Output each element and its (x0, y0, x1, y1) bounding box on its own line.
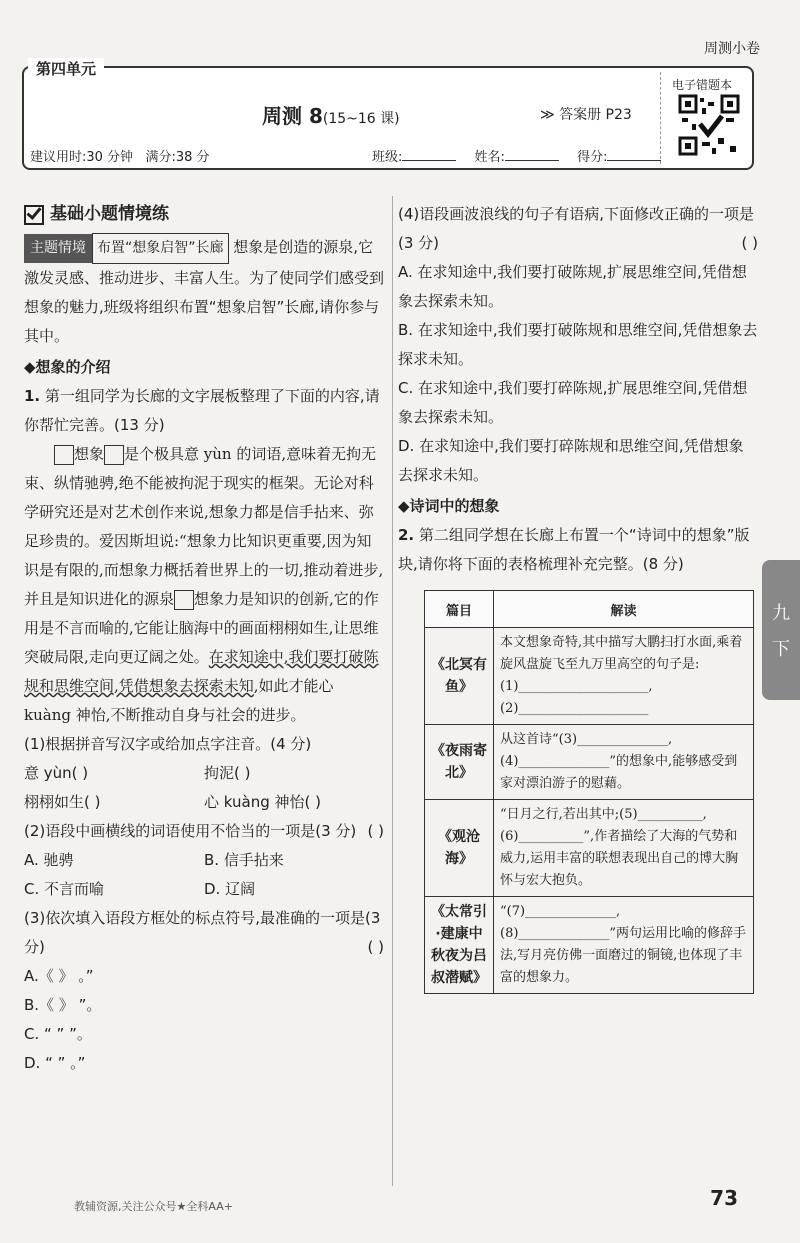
part1-heading: ◆想象的介绍 (24, 358, 111, 376)
option-a[interactable]: A.《 》 。” (24, 967, 94, 985)
subquestion-1-items (24, 759, 384, 817)
poem-desc[interactable]: “(7)______________,(8)______________”两句运用比喻的修辞手法,写月亮仿佛一面磨过的铜镜,也体现了丰富的想象力。 (494, 897, 754, 994)
poem-title: 《太常引·建康中秋夜为吕叔潜赋》 (425, 897, 494, 994)
score-blank[interactable] (607, 148, 661, 161)
table-row (425, 628, 754, 725)
question-number: 1. (24, 387, 41, 405)
option-d[interactable]: D. 在求知途中,我们要打碎陈规和思维空间,凭借想象去探求未知。 (398, 437, 744, 484)
poem-desc[interactable]: 本文想象奇特,其中描写大鹏扫打水面,乘着旋风盘旋飞至九万里高空的句子是:(1)____________________,(2)____________________ (494, 628, 754, 725)
theme-intro-text: 想象是创造的源泉,它激发灵感、推动进步、丰富人生。为了使同学们感受到想象的魅力,班级将组织布置“想象启智”长廊,请你参与其中。 (24, 238, 385, 345)
answer-paren[interactable]: ( ) (367, 822, 384, 840)
class-label: 班级: (372, 150, 403, 165)
name-blank[interactable] (505, 148, 559, 161)
section-title (24, 200, 384, 229)
subquestion-3-text: (3)依次填入语段方框处的标点符号,最准确的一项是(3 分) (24, 909, 381, 956)
name-label: 姓名: (474, 150, 505, 165)
poem-table (424, 590, 754, 994)
subquestion-4 (398, 200, 758, 258)
option-a[interactable]: A. 驰骋 (24, 851, 74, 869)
class-blank[interactable] (402, 148, 456, 161)
table-row (425, 800, 754, 897)
question-stem: 第一组同学为长廊的文字展板整理了下面的内容,请你帮忙完善。(13 分) (24, 387, 380, 434)
table-header-row (425, 591, 754, 628)
lessons-range: (15~16 课) (322, 111, 400, 127)
subquestion-2-text: (2)语段中画横线的词语使用不恰当的一项是(3 分) (24, 822, 357, 840)
passage-part: ,如此才能心 kuàng 神怡,不断推动自身与社会的进步。 (24, 677, 334, 724)
option-a[interactable]: A. 在求知途中,我们要打破陈规,扩展思维空间,凭借想象去探索未知。 (398, 263, 747, 310)
poem-title: 《夜雨寄北》 (425, 725, 494, 800)
left-column (24, 200, 384, 1078)
punctuation-box[interactable] (104, 445, 124, 465)
grade-char: 九 (772, 603, 790, 624)
page-title (262, 100, 400, 129)
qr-code-icon (678, 94, 740, 156)
page-number: 73 (710, 1186, 738, 1210)
passage-part: 想象 (74, 445, 105, 463)
passage-part: 是个极具意 yùn 的词语,意味着无拘无束、纵情驰骋,绝不能被拘泥于现实的框架。无论对科学研究还是对艺术创作来说,想象力都是信手拈来、弥足珍贵的。爱因斯坦说:“想象力比知识更重要,因为知识是有限的,而想象力概括着世界上的一切,推动着进步,并且是知识进化的源泉 (24, 445, 384, 608)
column-header-title: 篇目 (425, 591, 494, 628)
answer-reference: ≫ 答案册 P23 (540, 107, 632, 123)
option-d[interactable]: D. 辽阔 (204, 880, 256, 898)
time-score-info (30, 146, 210, 165)
answer-slot[interactable]: 栩栩如生( ) (24, 793, 101, 811)
passage-part: 想象力是知识的创新,它的作用是不言而喻的,它能让脑海中的画面栩栩如生,让思维突破局限,走向更辽阔之处。 (24, 590, 379, 666)
option-b[interactable]: B. 在求知途中,我们要打破陈规和思维空间,凭借想象去探求未知。 (398, 321, 758, 368)
subquestion-2-options (24, 846, 384, 904)
column-header-desc: 解读 (494, 591, 754, 628)
question-number: 2. (398, 526, 415, 544)
option-c[interactable]: C. “ ” ”。 (24, 1025, 92, 1043)
column-divider (392, 196, 393, 1186)
answer-slot[interactable]: 拘泥( ) (204, 764, 251, 782)
time-label: 建议用时:30 分钟 (30, 150, 134, 165)
option-c[interactable]: C. 在求知途中,我们要打碎陈规,扩展思维空间,凭借想象去探索未知。 (398, 379, 748, 426)
section-title-text: 基础小题情境练 (50, 204, 169, 224)
theme-intro (24, 233, 384, 351)
footer-note: 教辅资源,关注公众号★全科AA+ (74, 1200, 233, 1213)
theme-name: 布置“想象启智”长廊 (92, 233, 229, 264)
question-1 (24, 382, 384, 440)
subquestion-3 (24, 904, 384, 962)
theme-tag: 主题情境 (24, 234, 92, 263)
punctuation-box[interactable] (174, 590, 194, 610)
answer-paren[interactable]: ( ) (741, 234, 758, 252)
qr-label: 电子错题本 (672, 78, 733, 92)
poem-title: 《观沧海》 (425, 800, 494, 897)
unit-label: 第四单元 (28, 58, 104, 79)
subquestion-2 (24, 817, 384, 846)
answer-paren[interactable]: ( ) (367, 938, 384, 956)
subquestion-1: (1)根据拼音写汉字或给加点字注音。(4 分) (24, 735, 312, 753)
question-stem: 第二组同学想在长廊上布置一个“诗词中的想象”版块,请你将下面的表格梳理补充完整。(8 分) (398, 526, 750, 573)
poem-desc[interactable]: 从这首诗“(3)______________,(4)______________”的想象中,能够感受到家对漂泊游子的慰藉。 (494, 725, 754, 800)
student-info (372, 146, 675, 165)
option-b[interactable]: B. 信手拈来 (204, 851, 284, 869)
right-column (398, 200, 758, 579)
option-c[interactable]: C. 不言而喻 (24, 880, 105, 898)
poem-title: 《北冥有鱼》 (425, 628, 494, 725)
wavy-sentence: 在求知途中,我们要打破陈规和思维空间,凭借想象去探索未知 (24, 648, 379, 695)
question-2 (398, 521, 758, 579)
passage (24, 440, 384, 730)
option-d[interactable]: D. “ ” 。” (24, 1054, 86, 1072)
answer-slot[interactable]: 意 yùn( ) (24, 764, 89, 782)
title-text: 周测 8 (262, 104, 323, 128)
checkmark-icon (24, 205, 44, 225)
score-label: 得分: (577, 150, 608, 165)
table-row (425, 897, 754, 994)
subquestion-4-text: (4)语段画波浪线的句子有语病,下面修改正确的一项是(3 分) (398, 205, 755, 252)
answer-slot[interactable]: 心 kuàng 神怡( ) (204, 793, 321, 811)
option-b[interactable]: B.《 》 ”。 (24, 996, 102, 1014)
poem-desc[interactable]: “日月之行,若出其中;(5)__________,(6)__________”,作者描绘了大海的气势和威力,运用丰富的联想表现出自己的博大胸怀与宏大抱负。 (494, 800, 754, 897)
table-row (425, 725, 754, 800)
grade-side-tab (762, 560, 800, 700)
score-total-label: 满分:38 分 (145, 150, 210, 165)
part2-heading: ◆诗词中的想象 (398, 497, 500, 515)
term-char: 下 (772, 639, 790, 660)
punctuation-box[interactable] (54, 445, 74, 465)
series-label: 周测小卷 (704, 41, 760, 57)
